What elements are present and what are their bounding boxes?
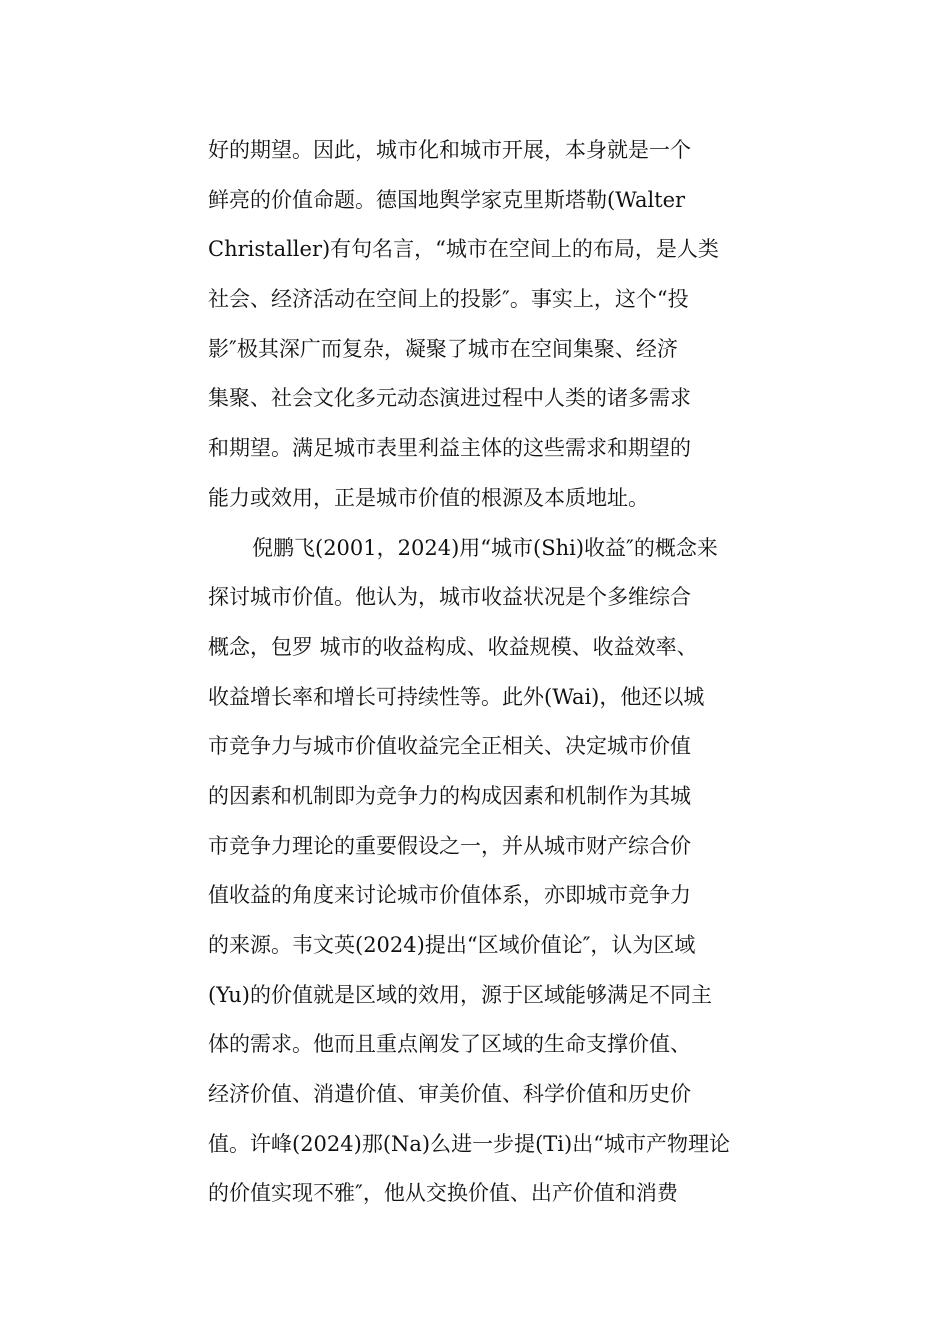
text-line-1: 好的期望。因此，城市化和城市开展，本身就是一个 [208, 138, 691, 162]
text-line-14: 的因素和机制即为竞争力的构成因素和机制作为其城 [208, 783, 691, 808]
text-line-18: (Yu)的价值就是区域的效用，源于区域能够满足不同主 [208, 982, 712, 1007]
text-line-6: 集聚、社会文化多元动态演进过程中人类的诸多需求 [208, 386, 691, 411]
text-line-7: 和期望。满足城市表里利益主体的这些需求和期望的 [208, 436, 691, 461]
text-line-5: 影″极其深广而复杂，凝聚了城市在空间集聚、经济 [208, 336, 678, 361]
text-line-10: 探讨城市价值。他认为，城市收益状况是个多维综合 [208, 585, 691, 610]
text-line-2: 鲜亮的价值命题。德国地舆学家克里斯塔勒(Walter [208, 187, 686, 212]
text-line-8: 能力或效用，正是城市价值的根源及本质地址。 [208, 485, 649, 510]
text-line-21: 值。许峰(2024)那(Na)么进一步提(Ti)出“城市产物理论 [208, 1131, 730, 1156]
text-line-13: 市竞争力与城市价值收益完全正相关、决定城市价值 [208, 734, 691, 759]
text-line-4: 社会、经济活动在空间上的投影″。事实上，这个“投 [208, 287, 689, 312]
text-line-19: 体的需求。他而且重点阐发了区域的生命支撑价值、 [208, 1032, 691, 1057]
text-line-22: 的价值实现不雅″，他从交换价值、出产价值和消费 [208, 1181, 678, 1206]
text-line-16: 值收益的角度来讨论城市价值体系，亦即城市竞争力 [208, 883, 691, 908]
text-line-20: 经济价值、消遣价值、审美价值、科学价值和历史价 [208, 1082, 691, 1107]
text-line-3: Christaller)有句名言，“城市在空间上的布局，是人类 [208, 237, 719, 262]
text-line-12: 收益增长率和增长可持续性等。此外(Wai)，他还以城 [208, 684, 705, 709]
text-line-15: 市竞争力理论的重要假设之一，并从城市财产综合价 [208, 833, 691, 858]
text-line-11: 概念，包罗 城市的收益构成、收益规模、收益效率、 [208, 634, 698, 659]
body-text [208, 126, 748, 1219]
text-line-9: 倪鹏飞(2001，2024)用“城市(Shi)收益″的概念来 [252, 535, 718, 560]
text-line-17: 的来源。韦文英(2024)提出“区域价值论″，认为区域 [208, 933, 696, 957]
